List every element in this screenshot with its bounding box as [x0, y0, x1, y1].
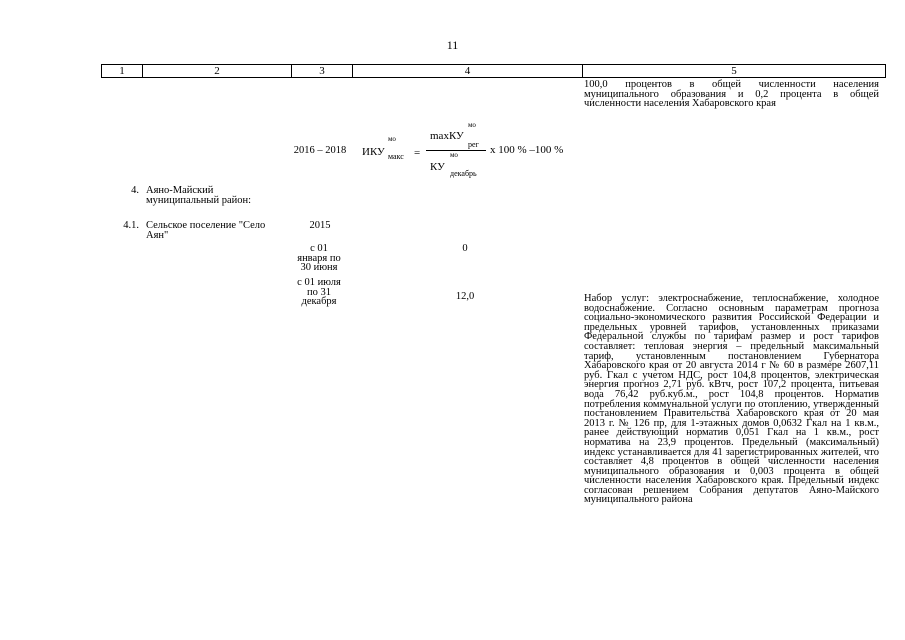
settlement-year: 2015: [309, 220, 331, 231]
column-header-2: 2: [143, 65, 292, 78]
settlement-note: Набор услуг: электроснабжение, теплоснабжение, холодное водоснабжение. Согласно основным параметрам прогноза социально-экономического развития Российской Федерации и предельных уровней тарифов, установленных приказами Федеральной службы по тарифам размер и рост тарифов составляет: тепловая энергия – предельный максимальный тариф, установленным постановлением Губернатора Хабаровского края от 20 августа 2014 г № 60 в размере 2607,11 руб. Гкал с учетом НДС, рост 104,8 процентов, электрическая энергия прогноз 2,71 руб. кВтч, рост 107,2 процента, питьевая вода 76,42 руб.куб.м., рост 104,8 процентов. Норматив потребления коммунальной услуги по отоплению, утвержденный постановлением Правительства Хабаровского края от 20 мая 2013 г. № 126 пр, для 1-этажных домов 0,0632 Гкал на 1 кв.м., ранее действующий норматив 0,051 Гкал на 1 кв.м., рост норматива на 23,9 процентов. Предельный (максимальный) индекс устанавливается для 41 зарегистрированных жителей, что составляет 4,8 процентов в общей численности населения муниципального образования и 0,003 процента в общей численности населения Хабаровского края. Предельный индекс согласован решением Собрания депутатов Аяно-Майского муниципального района: [584, 293, 879, 506]
value-first-half: 0: [462, 243, 468, 254]
period-first-half: с 01 января по 30 июня: [297, 243, 341, 274]
value-second-half: 12,0: [455, 291, 475, 302]
settlement-name: Сельское поселение "Село Аян": [146, 220, 266, 241]
column-header-4: 4: [353, 65, 583, 78]
column-header-1: 1: [102, 65, 143, 78]
district-name: Аяно-Майский муниципальный район:: [146, 185, 252, 206]
formula-period: 2016 – 2018: [293, 145, 347, 156]
column-header-5: 5: [583, 65, 886, 78]
district-number: 4.: [131, 185, 139, 196]
period-second-half: с 01 июля по 31 декабря: [297, 277, 341, 308]
continuation-note: 100,0 процентов в общей численности населения муниципального образования и 0,2 процента в общей численности населения Хабаровского края: [584, 79, 879, 110]
index-formula: мо ИКУ макс = мо maxКУ рег мо КУ декабрь x 100 % –100 %: [362, 121, 564, 178]
column-header-row: [101, 64, 886, 78]
column-header-3: 3: [292, 65, 353, 78]
settlement-number: 4.1.: [123, 220, 139, 231]
page-number: 11: [446, 38, 459, 52]
